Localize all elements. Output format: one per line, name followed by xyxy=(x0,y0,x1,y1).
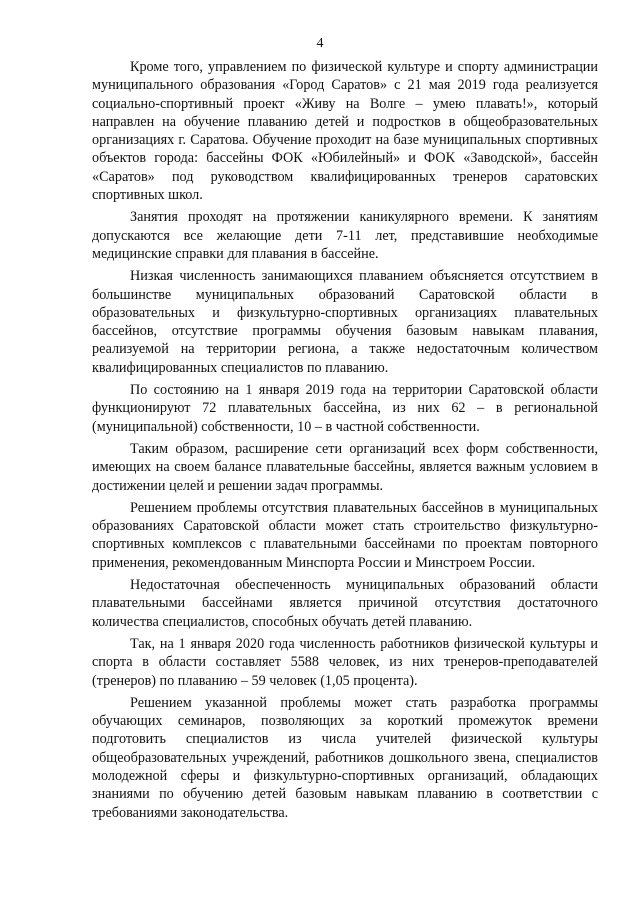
paragraph-pool-statistics: По состоянию на 1 января 2019 года на территории Саратовской области функционируют 72 плавательных бассейна, из них 62 – в региональной (муниципальной) собственности, 10 – в частной собственности. xyxy=(92,382,598,435)
paragraph-swimming-project: Кроме того, управлением по физической культуре и спорту администрации муниципального образования «Город Саратов» с 21 мая 2019 года реализуется социально-спортивный проект «Живу на Волге – умею плавать!», который направлен на обучение плаванию детей и подростков в общеобразовательных организациях г. Саратова. Обучение проходит на базе муниципальных спортивных объектов города: бассейны ФОК «Юбилейный» и ФОК «Заводской», бассейн «Саратов» под руководством квалифицированных тренеров саратовских спортивных школ. xyxy=(92,59,598,204)
paragraph-specialist-shortage: Недостаточная обеспеченность муниципальных образований области плавательными бассейнами является причиной отсутствия достаточного количества специалистов, способных обучать детей плаванию. xyxy=(92,577,598,630)
paragraph-training-seminars: Решением указанной проблемы может стать разработка программы обучающих семинаров, позволяющих за короткий промежуток времени подготовить специалистов из числа учителей физической культуры общеобразовательных учреждений, работников дошкольного звена, специалистов молодежной сферы и физкультурно-спортивных организаций, обладающих знаниями по обучению детей базовым навыкам плаванию в соответствии с требованиями законодательства. xyxy=(92,694,598,821)
paragraph-lessons-schedule: Занятия проходят на протяжении каникулярного времени. К занятиям допускаются все желающие дети 7-11 лет, представившие необходимые медицинские справки для плавания в бассейне. xyxy=(92,209,598,262)
page-number: 4 xyxy=(316,36,324,51)
document-body xyxy=(92,58,598,826)
paragraph-low-participation: Низкая численность занимающихся плаванием объясняется отсутствием в большинстве муниципальных образований Саратовской области в образовательных и физкультурно-спортивных организациях плавательных бассейнов, отсутствие программы обучения базовым навыкам плавания, реализуемой на территории региона, а также недостаточным количеством квалифицированных специалистов по плаванию. xyxy=(92,268,598,376)
paragraph-network-expansion: Таким образом, расширение сети организаций всех форм собственности, имеющих на своем балансе плавательные бассейны, является важным условием в достижении целей и решении задач программы. xyxy=(92,440,598,494)
paragraph-construction-solution: Решением проблемы отсутствия плавательных бассейнов в муниципальных образованиях Саратовской области может стать строительство физкультурно-спортивных комплексов с плавательными бассейнами по проектам повторного применения, рекомендованным Минспорта России и Минстроем России. xyxy=(92,499,598,571)
paragraph-staff-statistics: Так, на 1 января 2020 года численность работников физической культуры и спорта в области составляет 5588 человек, из них тренеров-преподавателей (тренеров) по плаванию – 59 человек (1,05 процента). xyxy=(92,635,598,689)
